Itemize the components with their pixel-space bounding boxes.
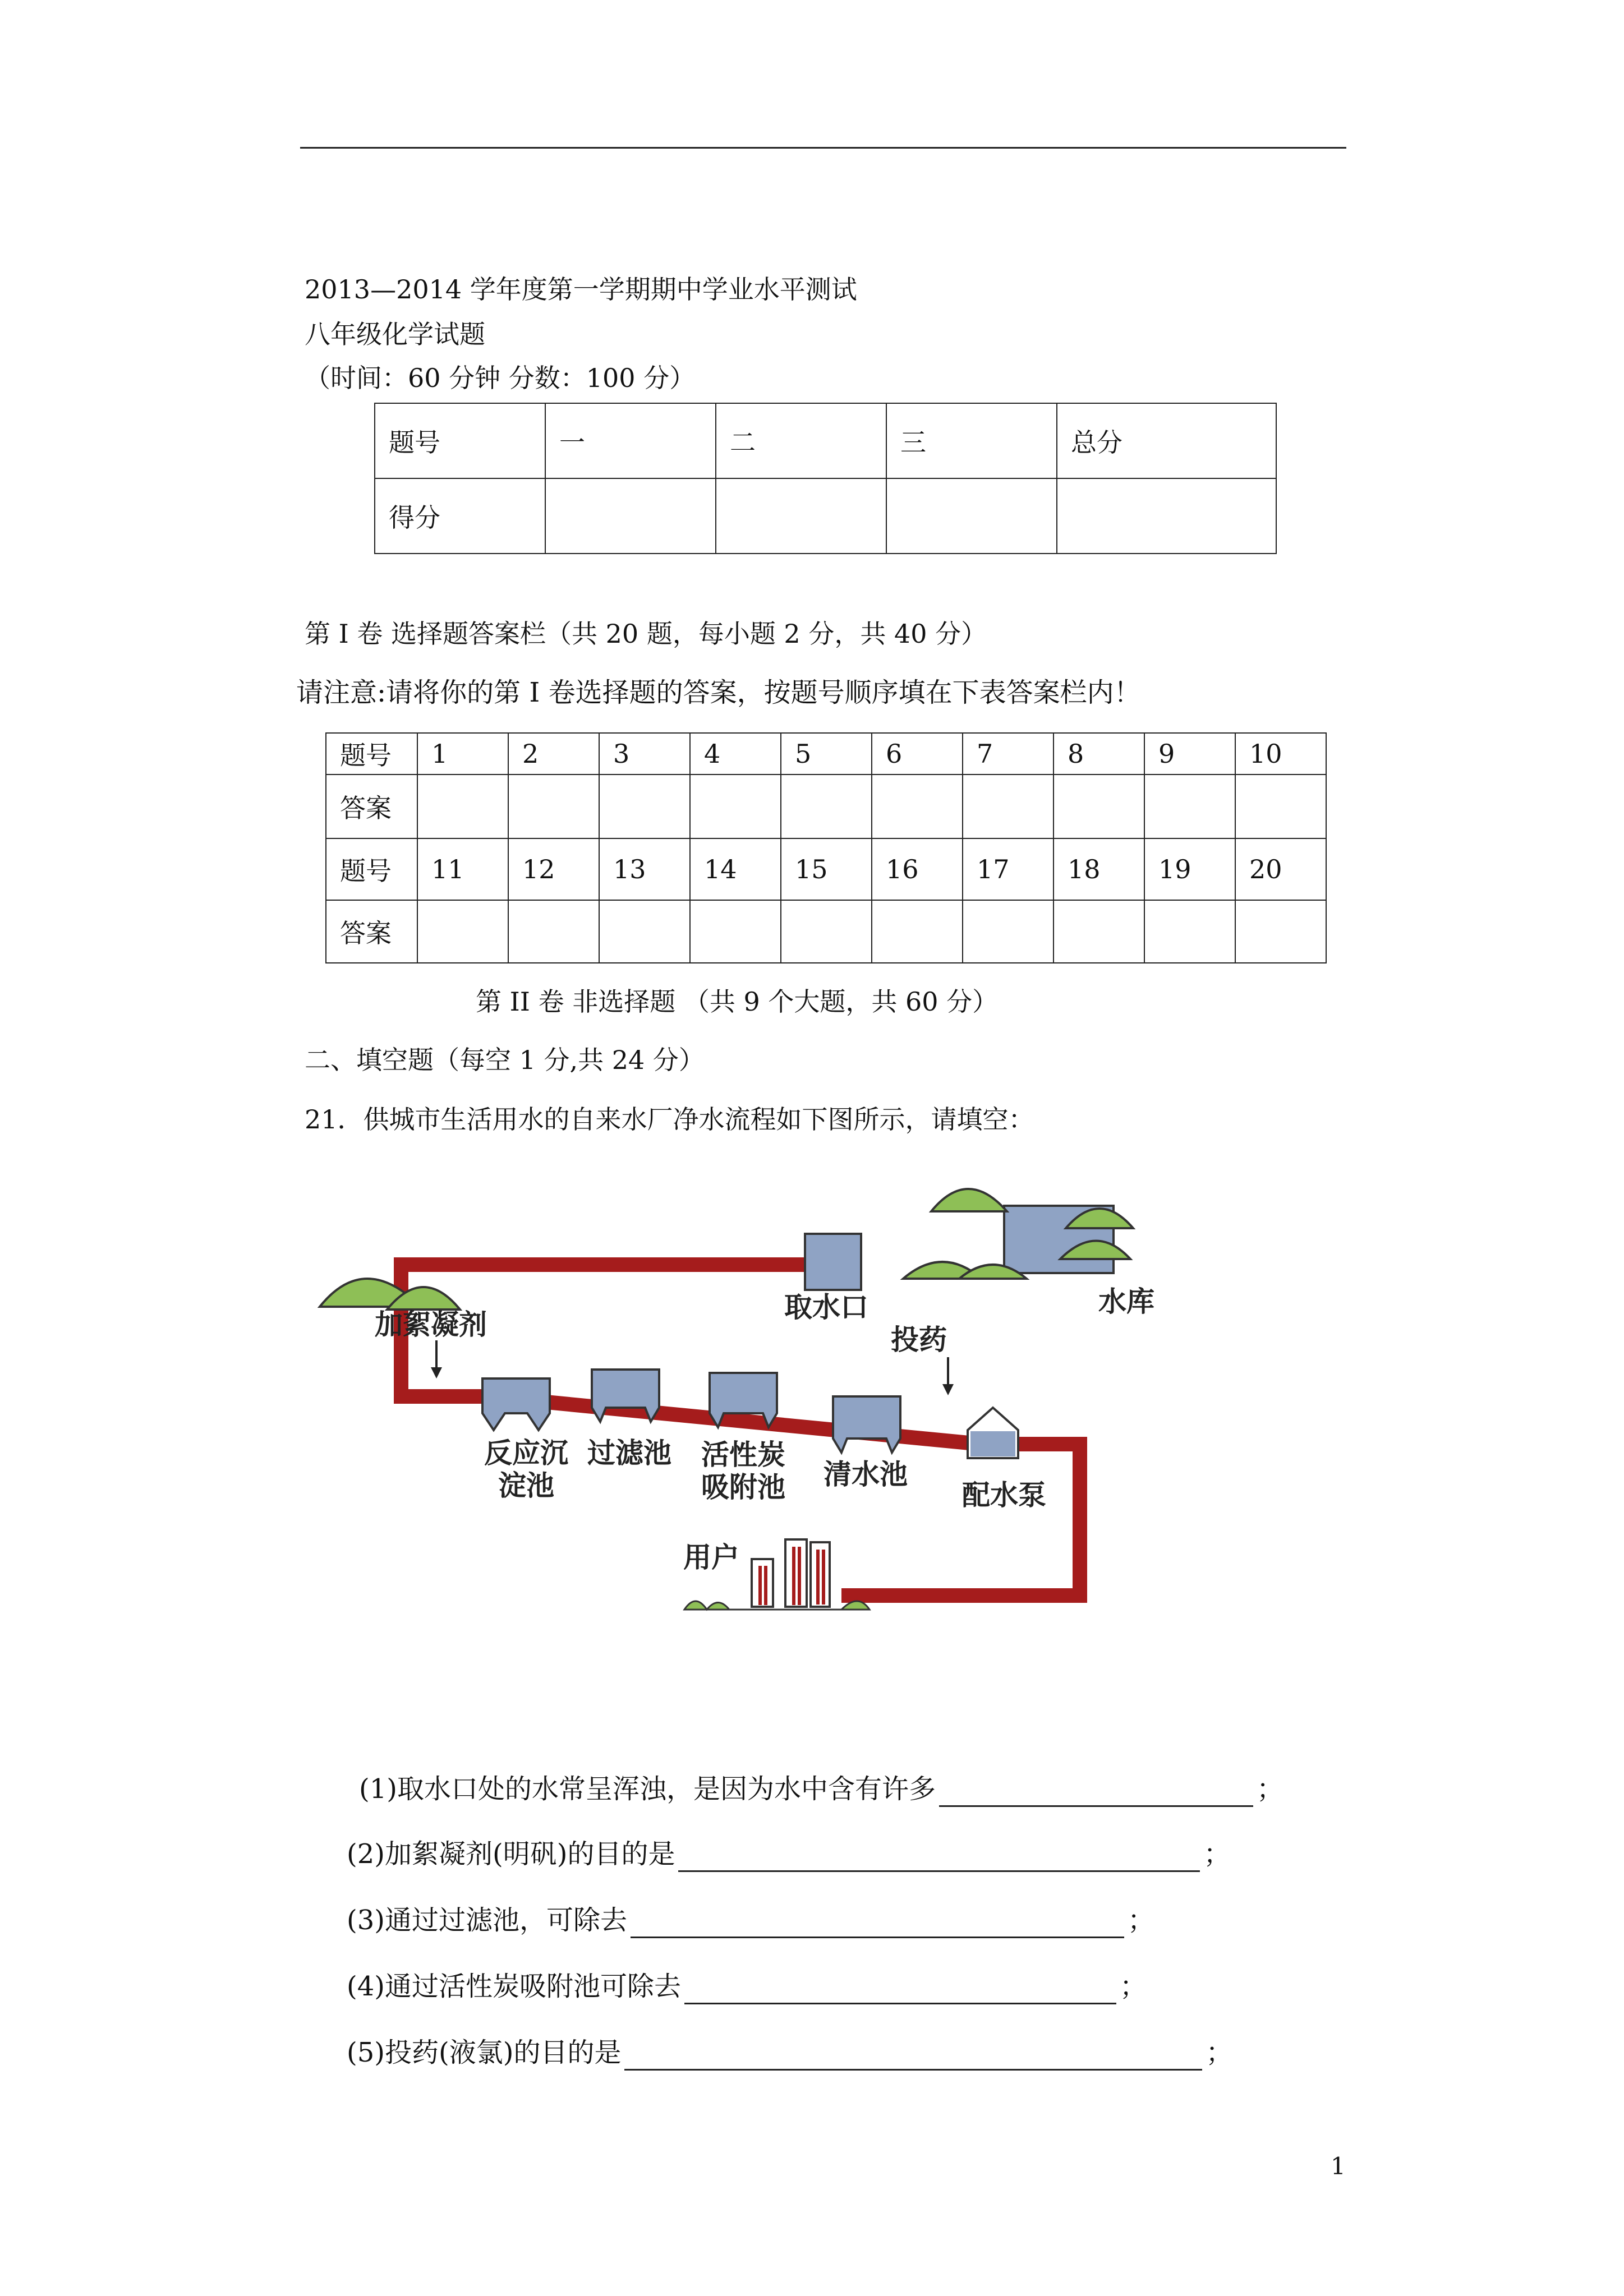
question-number: 20: [1235, 838, 1326, 900]
reservoir-label: 水库: [1098, 1285, 1154, 1318]
question-4: [347, 1968, 1147, 2004]
question-2-text: (2)加絮凝剂(明矾)的目的是: [347, 1838, 675, 1870]
sedimentation-label-line2: 淀池: [498, 1469, 554, 1502]
intake-label: 取水口: [784, 1291, 868, 1324]
question-number: 11: [417, 838, 508, 900]
question-number: 16: [872, 838, 963, 900]
exam-title: 2013—2014 学年度第一学期期中学业水平测试: [305, 274, 857, 305]
score-header-cell: 三: [886, 403, 1057, 478]
question-number: 2: [508, 733, 599, 774]
question-number: 1: [417, 733, 508, 774]
question-2: [347, 1836, 1230, 1872]
dosing-arrow: [942, 1357, 954, 1395]
question-5-text: (5)投药(液氯)的目的是: [347, 2037, 622, 2068]
question-1: [359, 1771, 1283, 1807]
answer-cell[interactable]: [599, 900, 690, 963]
carbon-label: [696, 1439, 791, 1504]
score-header-cell: 题号: [375, 403, 545, 478]
subject-title: 八年级化学试题: [305, 319, 485, 349]
answer-blank-4[interactable]: [684, 1974, 1116, 2004]
question-1-text: (1)取水口处的水常呈浑浊，是因为水中含有许多: [359, 1773, 936, 1805]
score-cell[interactable]: [716, 478, 886, 554]
row-label: 答案: [326, 900, 417, 963]
filter-label: 过滤池: [587, 1437, 671, 1469]
question-4-text: (4)通过活性炭吸附池可除去: [347, 1971, 681, 2002]
question-number: 8: [1053, 733, 1144, 774]
carbon-label-line1: 活性炭: [701, 1439, 785, 1471]
answer-cell[interactable]: [1144, 774, 1235, 838]
diagram-graphics: [303, 1167, 1200, 1638]
score-row: [375, 478, 1276, 554]
score-header-cell: 二: [716, 403, 886, 478]
score-table: [374, 403, 1277, 554]
answer-number-row: [326, 838, 1326, 900]
answer-cell[interactable]: [1144, 900, 1235, 963]
score-cell[interactable]: [886, 478, 1057, 554]
question-number: 19: [1144, 838, 1235, 900]
answer-cell[interactable]: [417, 900, 508, 963]
answer-cell[interactable]: [872, 774, 963, 838]
question-number: 15: [781, 838, 872, 900]
part2-title: 第 II 卷 非选择题 （共 9 个大题，共 60 分）: [476, 986, 999, 1017]
answer-cell[interactable]: [1235, 774, 1326, 838]
question-2-end: ；: [1203, 1838, 1231, 1870]
row-label: 题号: [326, 733, 417, 774]
dosing-label: 投药: [891, 1324, 947, 1356]
sedimentation-tank-icon: [482, 1378, 550, 1430]
question-number: 7: [963, 733, 1053, 774]
answer-number-row: [326, 733, 1326, 774]
question-1-end: ；: [1257, 1773, 1284, 1805]
answer-cell[interactable]: [417, 774, 508, 838]
part1-note: 请注意:请将你的第 I 卷选择题的答案，按题号顺序填在下表答案栏内！: [296, 677, 1141, 708]
question-number: 13: [599, 838, 690, 900]
pump-icon: [968, 1408, 1018, 1458]
question-3: [347, 1902, 1154, 1938]
row-label: 答案: [326, 774, 417, 838]
clear-pool-icon: [833, 1396, 900, 1453]
coagulant-arrow: [431, 1340, 442, 1378]
sedimentation-label-line1: 反应沉: [484, 1437, 568, 1469]
answer-cell[interactable]: [1053, 774, 1144, 838]
question-3-text: (3)通过过滤池，可除去: [347, 1905, 627, 1936]
answer-cell[interactable]: [599, 774, 690, 838]
question-5: [347, 2035, 1232, 2071]
header-rule: [300, 147, 1346, 149]
fill-section-title: 二、填空题（每空 1 分,共 24 分）: [305, 1045, 705, 1075]
answer-cell[interactable]: [872, 900, 963, 963]
score-header-cell: 总分: [1057, 403, 1276, 478]
answer-cell[interactable]: [781, 900, 872, 963]
question-5-end: ；: [1206, 2037, 1233, 2068]
score-header-row: [375, 403, 1276, 478]
answer-blank-3[interactable]: [631, 1907, 1124, 1938]
carbon-label-line2: 吸附池: [701, 1471, 785, 1504]
answer-cell[interactable]: [963, 774, 1053, 838]
question-number: 3: [599, 733, 690, 774]
question-number: 10: [1235, 733, 1326, 774]
answer-blank-5[interactable]: [624, 2040, 1202, 2071]
question-number: 9: [1144, 733, 1235, 774]
row-label: 题号: [326, 838, 417, 900]
users-label: 用户: [683, 1541, 739, 1574]
score-cell[interactable]: [545, 478, 716, 554]
part1-title: 第 I 卷 选择题答案栏（共 20 题，每小题 2 分，共 40 分）: [305, 619, 987, 649]
reservoir-icon: [903, 1189, 1133, 1279]
answer-cell[interactable]: [1235, 900, 1326, 963]
question-number: 14: [690, 838, 781, 900]
hill-icon: [320, 1279, 460, 1310]
answer-blank-2[interactable]: [678, 1841, 1200, 1872]
answer-cell[interactable]: [963, 900, 1053, 963]
answer-row: [326, 774, 1326, 838]
score-cell[interactable]: [1057, 478, 1276, 554]
answer-cell[interactable]: [508, 774, 599, 838]
answer-cell[interactable]: [690, 900, 781, 963]
question-number: 18: [1053, 838, 1144, 900]
answer-cell[interactable]: [781, 774, 872, 838]
answer-table: [325, 732, 1327, 963]
question-number: 6: [872, 733, 963, 774]
question-number: 17: [963, 838, 1053, 900]
score-label-cell: 得分: [375, 478, 545, 554]
question-number: 4: [690, 733, 781, 774]
answer-cell[interactable]: [690, 774, 781, 838]
score-header-cell: 一: [545, 403, 716, 478]
pump-label: 配水泵: [962, 1479, 1046, 1511]
page-number: 1: [1331, 2152, 1346, 2180]
question-4-end: ；: [1120, 1971, 1147, 2002]
answer-cell[interactable]: [1053, 900, 1144, 963]
time-score: （时间：60 分钟 分数：100 分）: [305, 363, 696, 393]
sedimentation-label: [481, 1437, 571, 1502]
answer-cell[interactable]: [508, 900, 599, 963]
intake-icon: [805, 1234, 861, 1290]
answer-row: [326, 900, 1326, 963]
question-number: 5: [781, 733, 872, 774]
answer-blank-1[interactable]: [939, 1776, 1253, 1807]
question-3-end: ；: [1128, 1905, 1155, 1936]
clear-pool-label: 清水池: [823, 1458, 908, 1491]
coagulant-label: 加絮凝剂: [375, 1308, 487, 1341]
water-treatment-diagram: [303, 1167, 1200, 1638]
question-number: 12: [508, 838, 599, 900]
question-21-stem: 21．供城市生活用水的自来水厂净水流程如下图所示，请填空：: [305, 1104, 1034, 1135]
